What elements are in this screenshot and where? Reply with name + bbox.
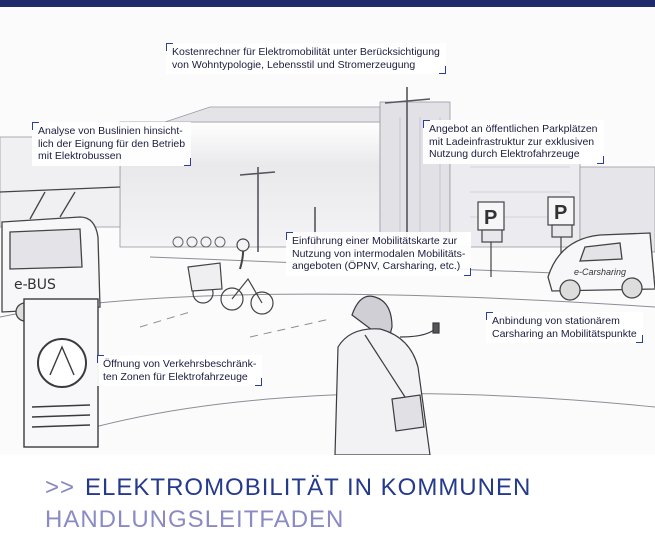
callout-carsharing-text: Anbindung von stationärem Carsharing an Mobilitätspunkte bbox=[492, 315, 637, 340]
street-sketch-illustration bbox=[0, 7, 655, 455]
e-carsharing-label: e-Carsharing bbox=[574, 267, 627, 277]
callout-parkplaetze bbox=[423, 120, 604, 164]
callout-parkplaetze-text: Angebot an öffentlichen Parkplätzen mit Ladeinfrastruktur zur exklusiven Nutzung durch Elektrofahrzeuge bbox=[429, 123, 598, 160]
restricted-zone-sign-sketch bbox=[24, 299, 98, 447]
callout-buslinien bbox=[32, 122, 191, 166]
title-arrow: >> bbox=[45, 474, 76, 501]
top-bar bbox=[0, 0, 655, 7]
callout-buslinien-text: Analyse von Buslinien hinsicht- lich der Eignung für den Betrieb mit Elektrobussen bbox=[38, 125, 186, 162]
document-title bbox=[45, 474, 531, 502]
callout-kostenrechner bbox=[166, 43, 446, 74]
document-subtitle: HANDLUNGSLEITFADEN bbox=[45, 506, 345, 533]
parking-sign-text-1: P bbox=[484, 207, 498, 229]
callout-zonen bbox=[97, 355, 262, 386]
parking-sign-text-2: P bbox=[554, 202, 568, 224]
callout-carsharing bbox=[486, 312, 643, 343]
callout-mobilitaetskarte bbox=[286, 232, 471, 276]
callout-kostenrechner-text: Kostenrechner für Elektromobilität unter Berücksichtigung von Wohntypologie, Lebensstil und Stromerzeugung bbox=[172, 46, 440, 71]
callout-zonen-text: Öffnung von Verkehrsbeschränk- ten Zonen für Elektrofahrzeuge bbox=[103, 358, 257, 383]
callout-mobilitaetskarte-text: Einführung einer Mobilitätskarte zur Nutzung von intermodalen Mobilitäts- angeboten (ÖPNV, Carsharing, etc.) bbox=[292, 235, 466, 272]
title-line1-text: ELEKTROMOBILITÄT IN KOMMUNEN bbox=[85, 474, 532, 501]
e-bus-label: e-BUS bbox=[14, 277, 56, 293]
